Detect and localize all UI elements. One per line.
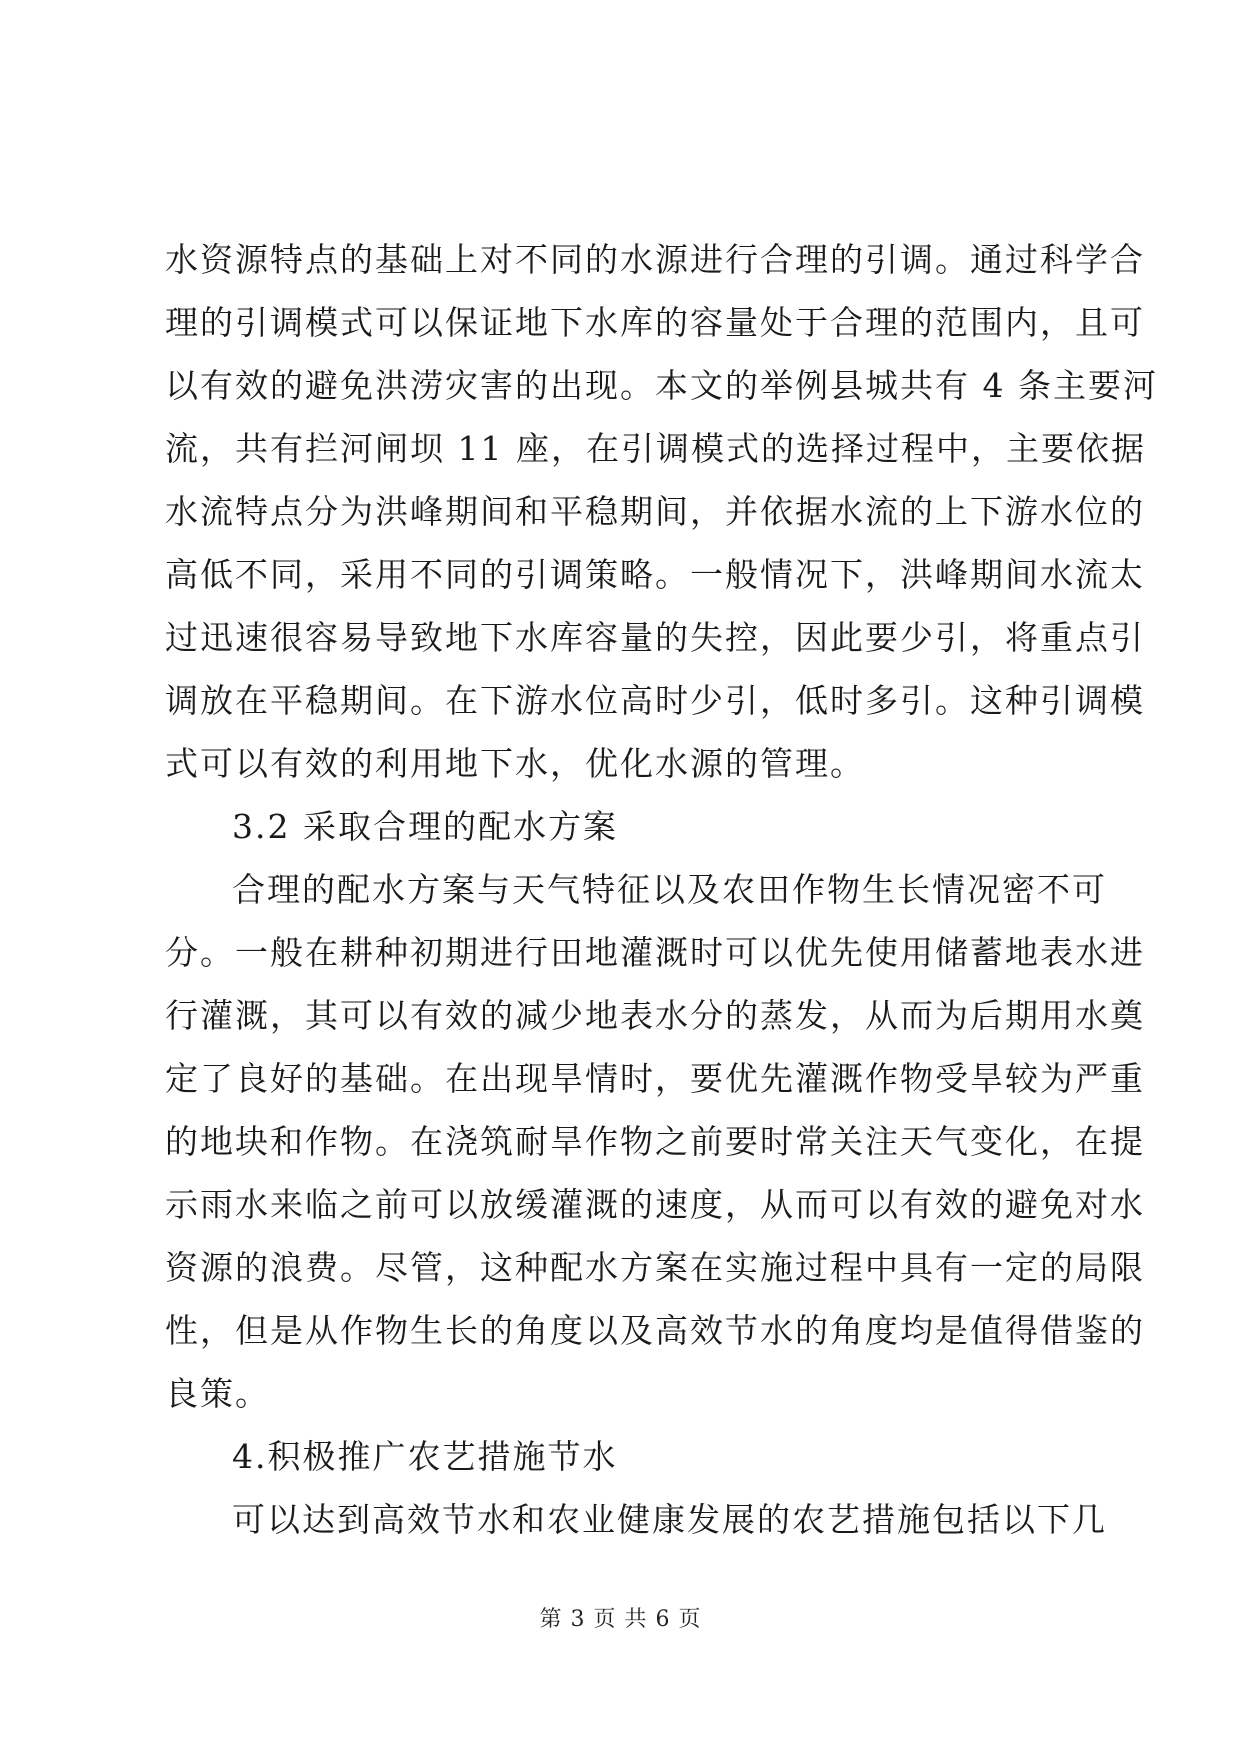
text-line: 的地块和作物。在浇筑耐旱作物之前要时常关注天气变化，在提	[165, 1122, 1145, 1161]
text-line: 可以达到高效节水和农业健康发展的农艺措施包括以下几	[232, 1500, 1107, 1539]
text-line: 水流特点分为洪峰期间和平稳期间，并依据水流的上下游水位的	[165, 492, 1145, 531]
text-line: 流，共有拦河闸坝 11 座，在引调模式的选择过程中，主要依据	[165, 429, 1146, 468]
section-heading-4: 4.积极推广农艺措施节水	[232, 1437, 618, 1476]
text-line: 调放在平稳期间。在下游水位高时少引，低时多引。这种引调模	[165, 681, 1145, 720]
paragraph-water-distribution	[165, 858, 1145, 1425]
text-line: 合理的配水方案与天气特征以及农田作物生长情况密不可	[232, 870, 1107, 909]
text-line: 示雨水来临之前可以放缓灌溉的速度，从而可以有效的避免对水	[165, 1185, 1145, 1224]
text-line: 理的引调模式可以保证地下水库的容量处于合理的范围内，且可	[165, 303, 1145, 342]
text-line: 式可以有效的利用地下水，优化水源的管理。	[165, 744, 865, 783]
text-line: 以有效的避免洪涝灾害的出现。本文的举例县城共有 4 条主要河	[165, 366, 1158, 405]
page-number-footer: 第 3 页 共 6 页	[539, 1607, 702, 1632]
text-line: 性，但是从作物生长的角度以及高效节水的角度均是值得借鉴的	[165, 1311, 1145, 1350]
text-line: 行灌溉，其可以有效的减少地表水分的蒸发，从而为后期用水奠	[165, 996, 1145, 1035]
paragraph-agronomic-measures	[165, 1488, 1107, 1551]
text-line: 定了良好的基础。在出现旱情时，要优先灌溉作物受旱较为严重	[165, 1059, 1145, 1098]
text-line: 资源的浪费。尽管，这种配水方案在实施过程中具有一定的局限	[165, 1248, 1145, 1287]
text-line: 良策。	[165, 1374, 270, 1413]
document-body	[165, 228, 1158, 1551]
paragraph-irrigation-mode	[165, 228, 1158, 795]
text-line: 分。一般在耕种初期进行田地灌溉时可以优先使用储蓄地表水进	[165, 933, 1145, 972]
text-line: 水资源特点的基础上对不同的水源进行合理的引调。通过科学合	[165, 240, 1145, 279]
section-heading-3-2: 3.2 采取合理的配水方案	[232, 807, 618, 846]
text-line: 过迅速很容易导致地下水库容量的失控，因此要少引，将重点引	[165, 618, 1145, 657]
text-line: 高低不同，采用不同的引调策略。一般情况下，洪峰期间水流太	[165, 555, 1145, 594]
